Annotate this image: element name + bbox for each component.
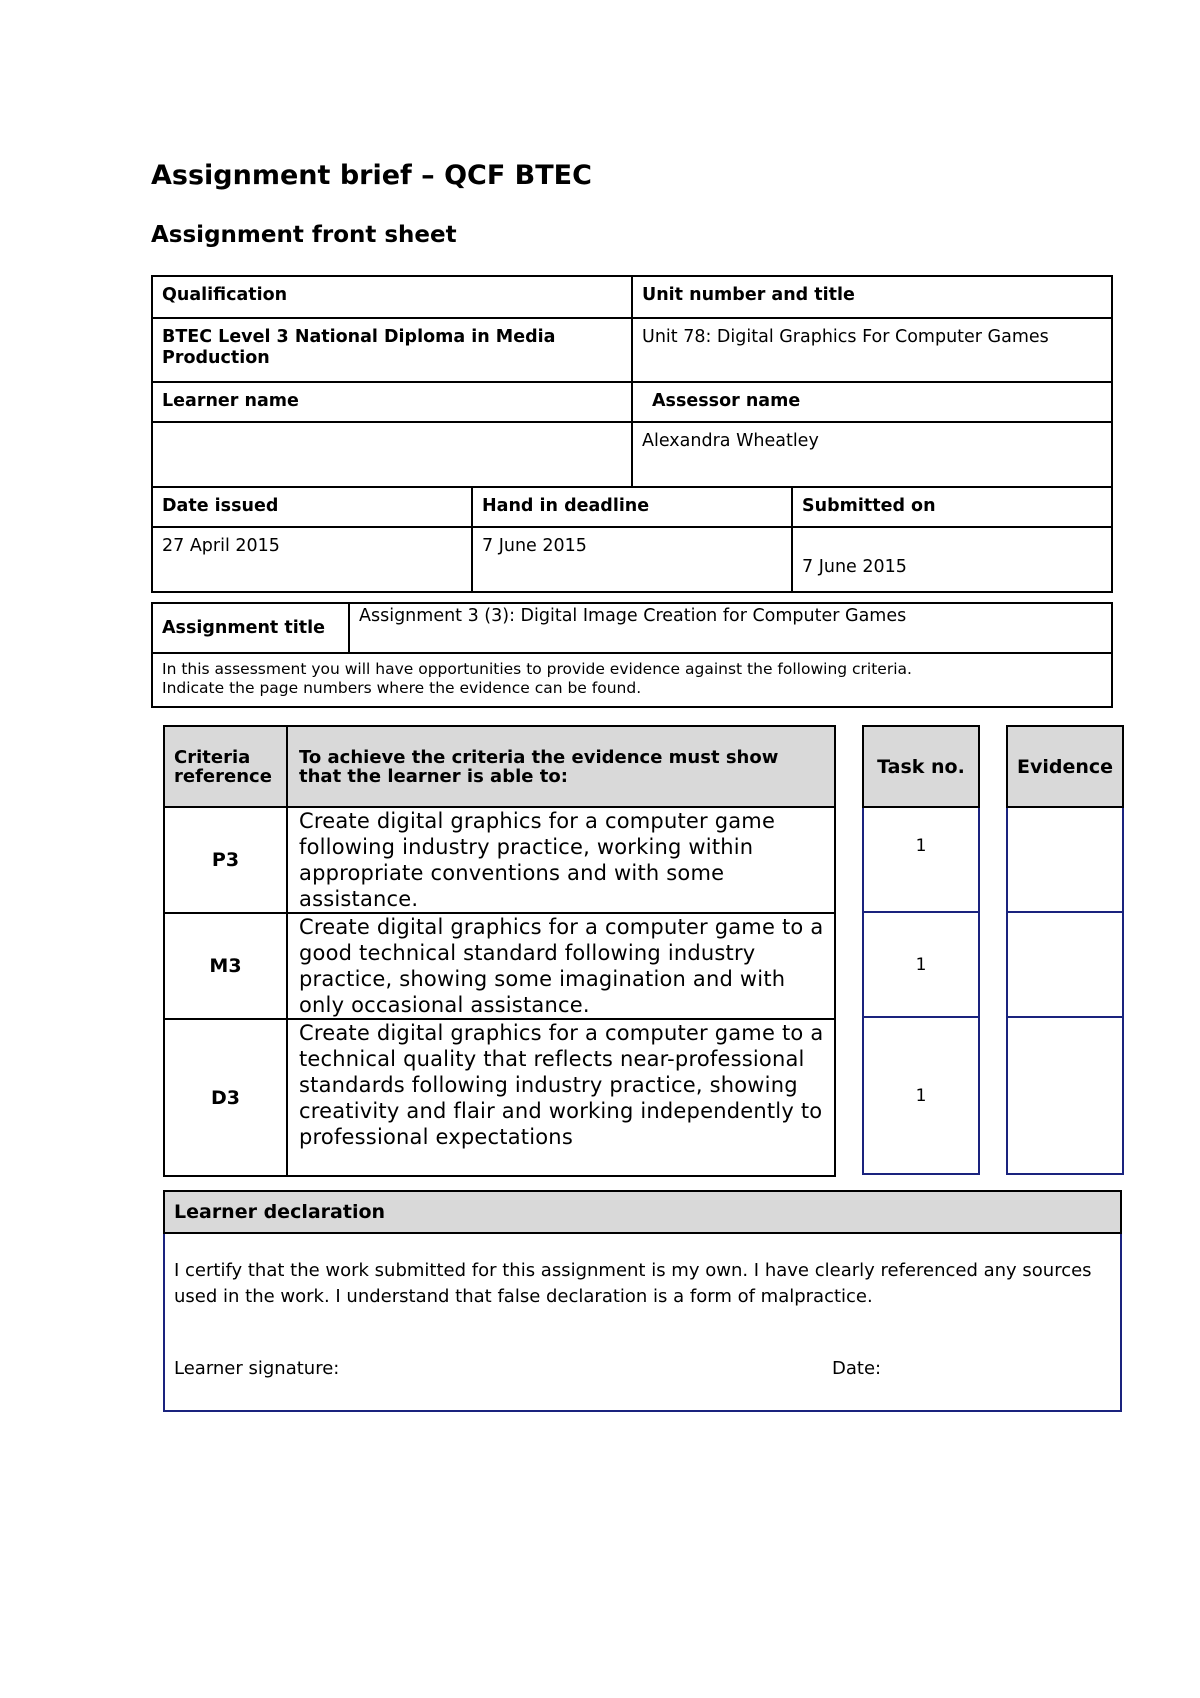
task-number-p3: 1	[863, 807, 979, 912]
assignment-title-value: Assignment 3 (3): Digital Image Creation for Computer Games	[349, 603, 1112, 653]
qualification-label: Qualification	[152, 276, 632, 318]
criteria-table	[163, 725, 836, 1177]
assignment-note	[152, 653, 1112, 707]
learner-declaration-table	[163, 1190, 1122, 1412]
task-number-table	[862, 725, 980, 1175]
evidence-header: Evidence	[1007, 726, 1123, 807]
criteria-desc-p3: Create digital graphics for a computer game following industry practice, working within appropriate conventions and with some assistance.	[287, 807, 835, 913]
page-title: Assignment brief – QCF BTEC	[151, 160, 592, 191]
criteria-ref-p3: P3	[164, 807, 287, 913]
assignment-title-table	[151, 602, 1113, 708]
assignment-title-label: Assignment title	[152, 603, 349, 653]
learner-name-field[interactable]	[152, 422, 632, 487]
evidence-cell-d3[interactable]	[1007, 1017, 1123, 1174]
unit-label: Unit number and title	[632, 276, 1112, 318]
declaration-text: I certify that the work submitted for this assignment is my own. I have clearly referenced any sources used in the work. I understand that false declaration is a form of malpractice.	[174, 1260, 1092, 1307]
assessor-name-value: Alexandra Wheatley	[632, 422, 1112, 487]
task-number-header: Task no.	[863, 726, 979, 807]
task-number-m3: 1	[863, 912, 979, 1017]
assignment-note-line2: Indicate the page numbers where the evidence can be found.	[162, 679, 642, 697]
declaration-heading: Learner declaration	[164, 1191, 1121, 1233]
submitted-value: 7 June 2015	[792, 527, 1112, 592]
unit-value: Unit 78: Digital Graphics For Computer Games	[632, 318, 1112, 382]
evidence-cell-p3[interactable]	[1007, 807, 1123, 912]
criteria-ref-d3: D3	[164, 1019, 287, 1176]
declaration-date-label: Date:	[832, 1358, 882, 1379]
criteria-reference-header: Criteria reference	[164, 726, 287, 807]
learner-name-label: Learner name	[152, 382, 632, 422]
criteria-description-header: To achieve the criteria the evidence must show that the learner is able to:	[287, 726, 835, 807]
evidence-table	[1006, 725, 1124, 1175]
hand-in-label: Hand in deadline	[472, 487, 792, 527]
criteria-desc-d3: Create digital graphics for a computer game to a technical quality that reflects near-professional standards following industry practice, showing creativity and flair and working independently to professional expectations	[287, 1019, 835, 1176]
front-sheet-table	[151, 275, 1113, 593]
criteria-ref-m3: M3	[164, 913, 287, 1019]
learner-signature-label: Learner signature:	[174, 1358, 340, 1379]
criteria-desc-m3: Create digital graphics for a computer game to a good technical standard following industry practice, showing some imagination and with only occasional assistance.	[287, 913, 835, 1019]
assignment-note-line1: In this assessment you will have opportunities to provide evidence against the following criteria.	[162, 660, 912, 678]
hand-in-value: 7 June 2015	[472, 527, 792, 592]
date-issued-value: 27 April 2015	[152, 527, 472, 592]
date-issued-label: Date issued	[152, 487, 472, 527]
evidence-cell-m3[interactable]	[1007, 912, 1123, 1017]
submitted-label: Submitted on	[792, 487, 1112, 527]
assessor-name-label: Assessor name	[632, 382, 1112, 422]
qualification-value: BTEC Level 3 National Diploma in Media Production	[152, 318, 632, 382]
task-number-d3: 1	[863, 1017, 979, 1174]
page-subtitle: Assignment front sheet	[151, 222, 457, 248]
declaration-body	[164, 1233, 1121, 1411]
